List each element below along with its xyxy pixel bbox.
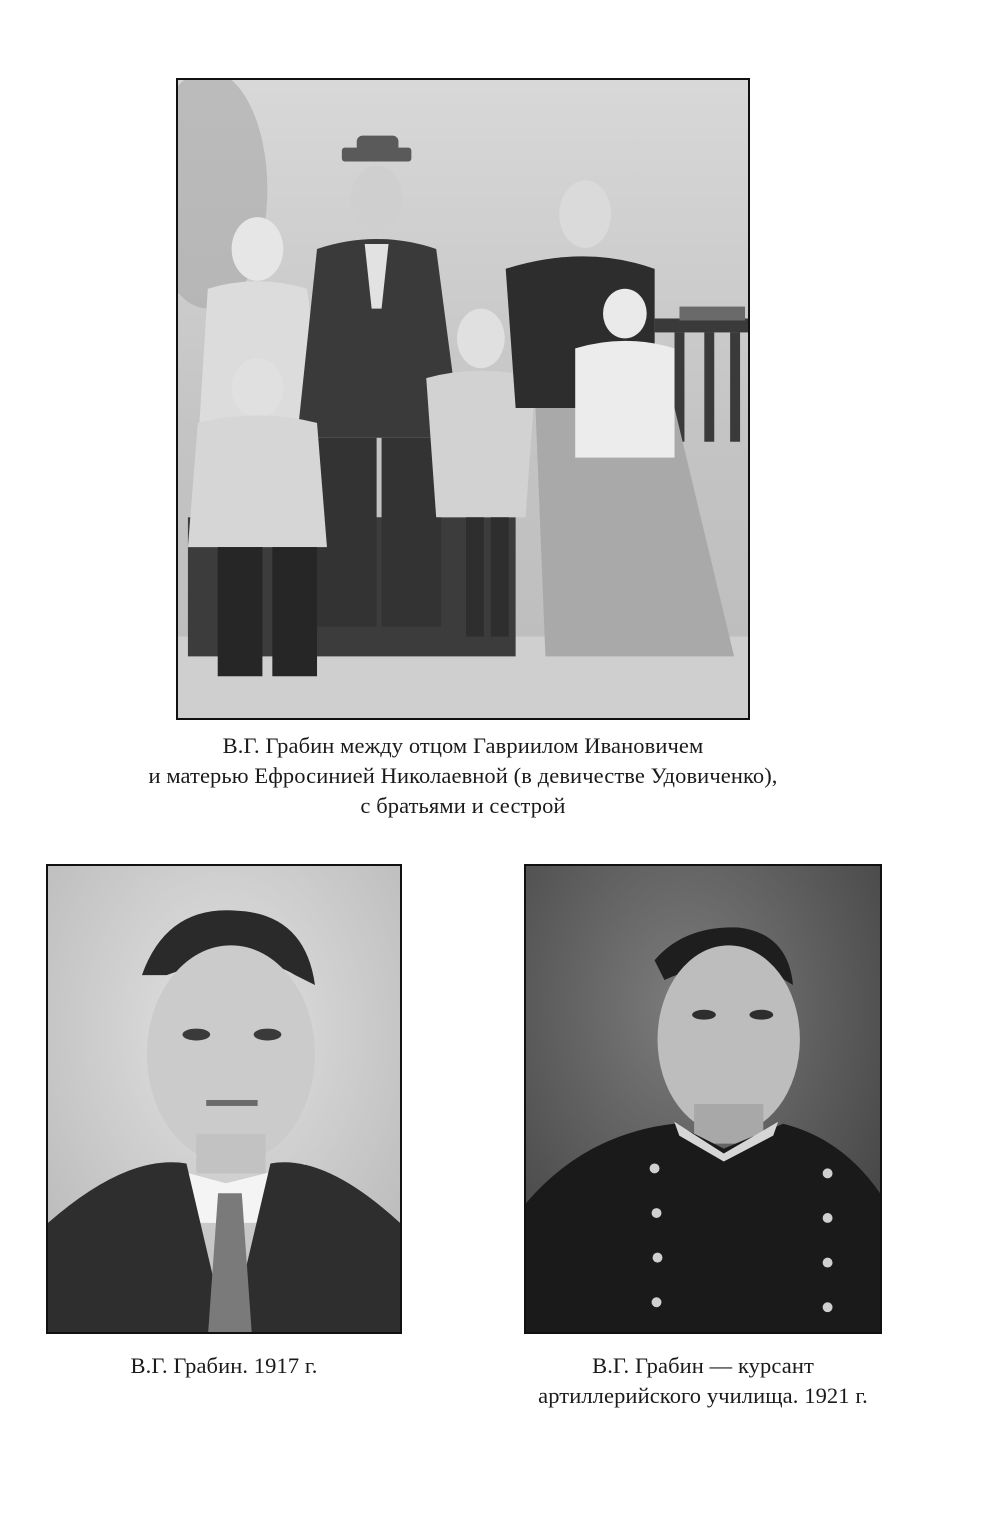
caption-line: с братьями и сестрой xyxy=(360,793,566,818)
caption-line: В.Г. Грабин. 1917 г. xyxy=(130,1353,318,1378)
caption-line: и матерью Ефросинией Николаевной (в девичестве Удовиченко), xyxy=(148,763,778,788)
portrait-1917-caption xyxy=(46,1351,402,1381)
caption-line: В.Г. Грабин — курсант xyxy=(592,1353,814,1378)
caption-line: артиллерийского училища. 1921 г. xyxy=(538,1383,868,1408)
portrait-1917-photo xyxy=(46,864,402,1334)
portrait-1921-caption xyxy=(470,1351,936,1411)
family-photo-image xyxy=(178,80,748,718)
caption-line: В.Г. Грабин между отцом Гавриилом Ивановичем xyxy=(222,733,704,758)
portrait-1917-image xyxy=(48,866,400,1332)
family-photo-caption xyxy=(100,731,826,821)
family-photo xyxy=(176,78,750,720)
portrait-1921-photo xyxy=(524,864,882,1334)
portrait-1921-image xyxy=(526,866,880,1332)
